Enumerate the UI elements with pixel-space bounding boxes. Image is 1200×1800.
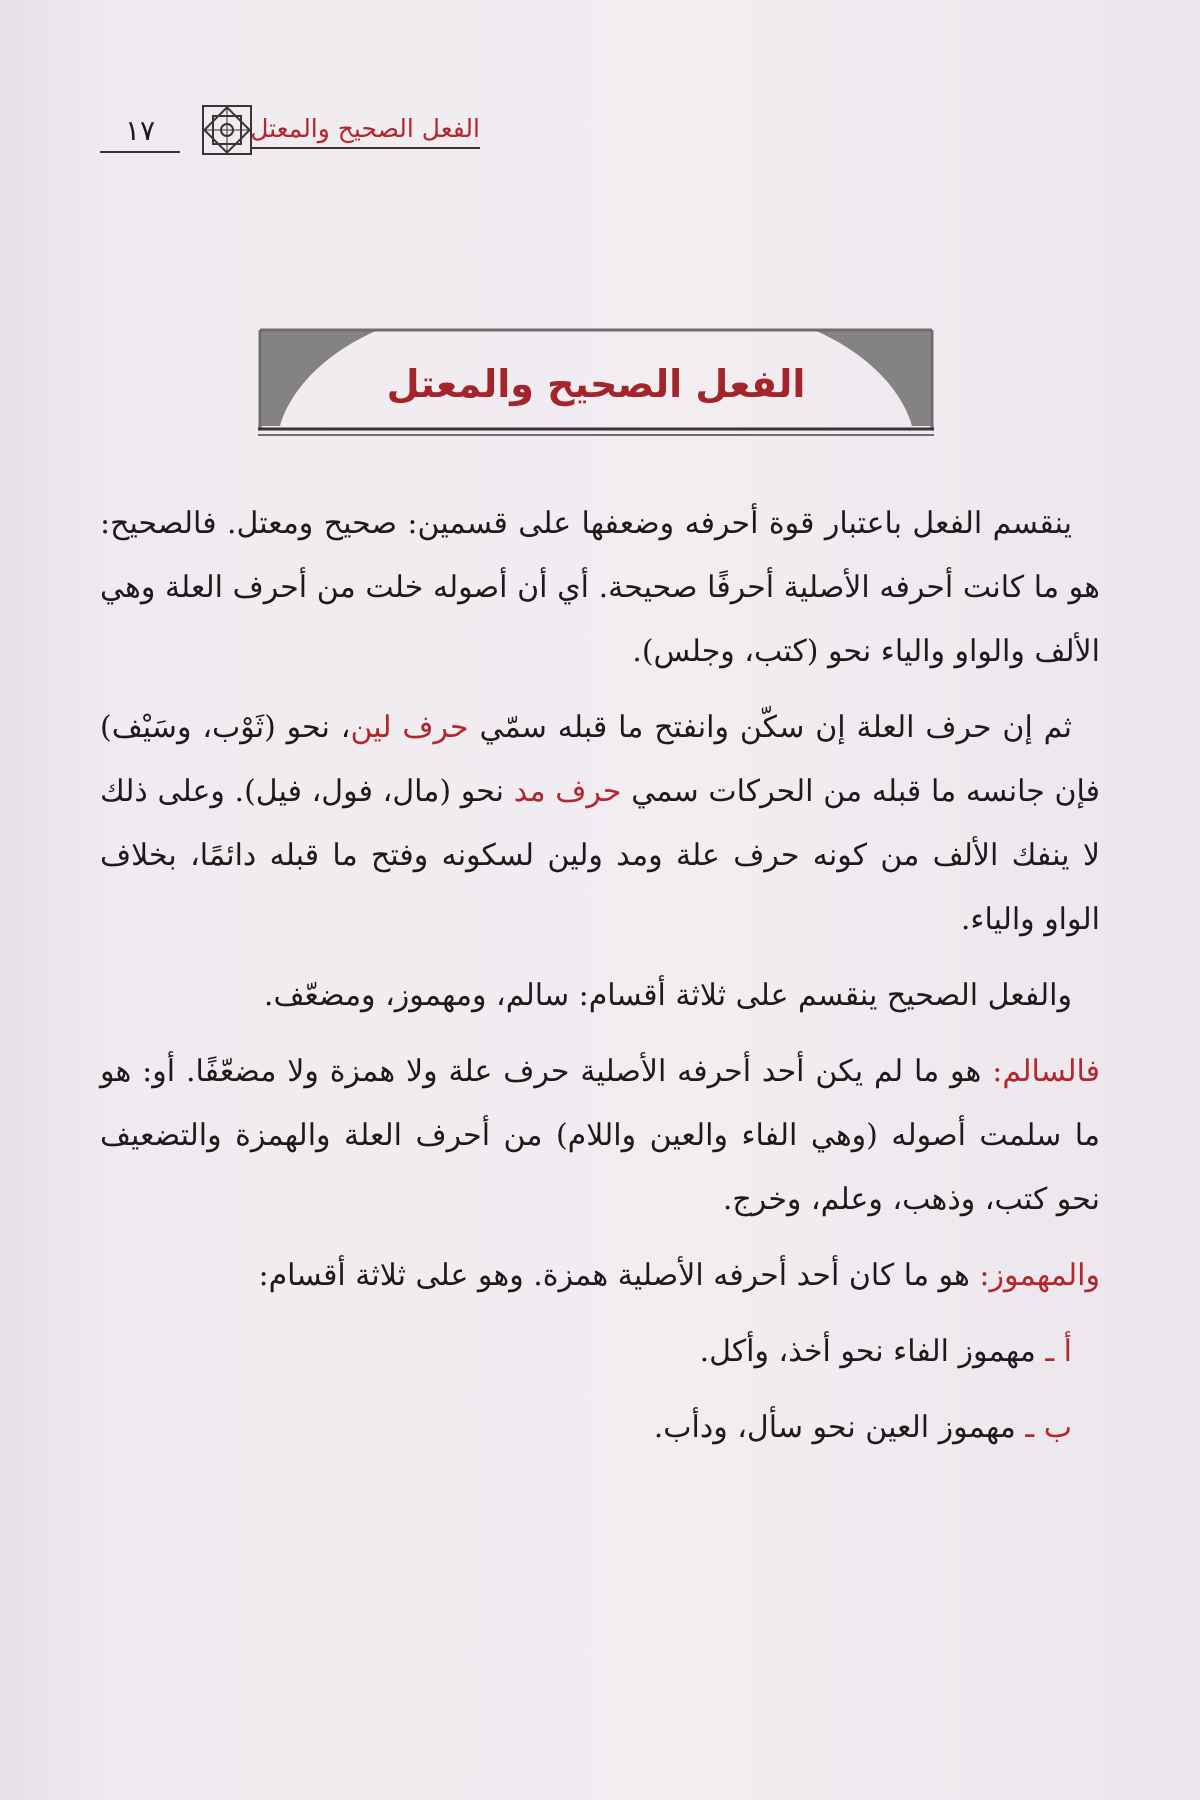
body-text (100, 492, 1100, 1472)
paragraph-sahih-types: والفعل الصحيح ينقسم على ثلاثة أقسام: سالم، ومهموز، ومضعّف. (263, 978, 1072, 1013)
geometric-star-ornament-icon (199, 102, 255, 158)
page-number: ١٧ (100, 114, 180, 153)
paragraph-text: نحو (مال، فول، فيل). وعلى ذلك لا ينفك الألف من كونه حرف علة ومد ولين لسكونه وفتح ما قبله دائمًا، بخلاف الواو والياء. (100, 774, 1100, 937)
paragraph-text: هو ما لم يكن أحد أحرفه الأصلية حرف علة ولا همزة ولا مضعّفًا. أو: هو ما سلمت أصوله (وهي الفاء والعين واللام) من أحرف العلة والهمزة والتضعيف نحو كتب، وذهب، وعلم، وخرج. (100, 1054, 1100, 1217)
paragraph-salim (100, 1040, 1100, 1232)
running-title: الفعل الصحيح والمعتل (250, 114, 480, 149)
paragraph-text: ثم إن حرف العلة إن سكّن وانفتح ما قبله سمّي (468, 710, 1072, 745)
paragraph-text: هو ما كان أحد أحرفه الأصلية همزة. وهو على ثلاثة أقسام: (258, 1258, 980, 1293)
term-harf-madd: حرف مد (513, 774, 622, 809)
paragraph-text: ، نحو (ثَوْب، وسَيْف) فإن جانسه ما قبله من الحركات سمي (100, 710, 1101, 809)
term-salim: فالسالم: (992, 1054, 1100, 1089)
paragraph-mahmuz (100, 1244, 1100, 1308)
list-item-text: مهموز العين نحو سأل، ودأب. (653, 1410, 1026, 1445)
term-harf-layyin: حرف لين (350, 710, 469, 745)
list-marker: أ ـ (1045, 1334, 1072, 1369)
list-item (100, 1320, 1100, 1384)
paragraph-intro: ينقسم الفعل باعتبار قوة أحرفه وضعفها على قسمين: صحيح ومعتل. فالصحيح: هو ما كانت أحرفه الأصلية أحرفًا صحيحة. أي أن أصوله خلت من أحرف العلة وهي الألف والواو والياء نحو (كتب، وجلس). (100, 506, 1100, 669)
chapter-title: الفعل الصحيح والمعتل (386, 362, 806, 406)
running-header (100, 100, 480, 160)
paragraph-weak-letters (100, 696, 1100, 952)
chapter-banner (258, 326, 934, 438)
term-mahmuz: والمهموز: (979, 1258, 1100, 1293)
list-marker: ب ـ (1025, 1410, 1072, 1445)
list-item (100, 1396, 1100, 1460)
list-item-text: مهموز الفاء نحو أخذ، وأكل. (699, 1334, 1046, 1369)
